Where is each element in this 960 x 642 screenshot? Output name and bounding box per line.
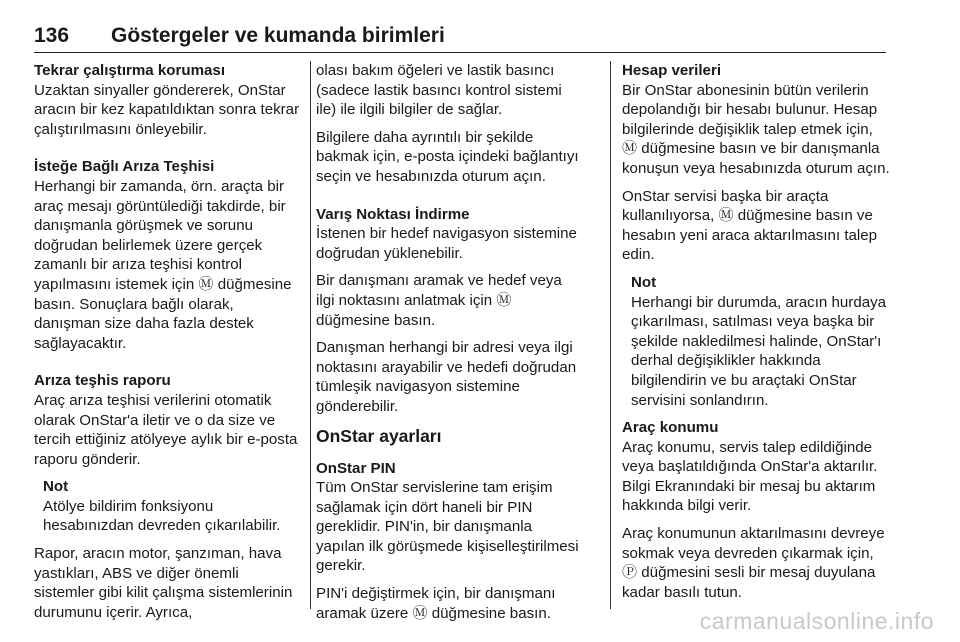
section-title: Varış Noktası İndirme: [316, 205, 470, 223]
section-report-cont: [316, 61, 584, 187]
page-number: 136: [34, 24, 70, 47]
chapter-heading: OnStar ayarları: [316, 425, 442, 446]
paragraph: olası bakım öğeleri ve lastik basıncı (sadece lastik basıncı kontrol sistemi ile) ile ilgili bilgiler de sağlar.: [316, 62, 562, 119]
paragraph: Tüm OnStar servislerine tam erişim sağlamak için dört haneli bir PIN gereklidir. PIN'in, bir danışmanla yapılan ilk görüşmede kişiselleştirilmesi gerekir.: [316, 479, 579, 575]
paragraph: Bir OnStar abonesinin bütün verilerin depolandığı bir hesabı bulunur. Hesap bilgilerinde değişiklik talep etmek için, Ⓜ düğmesine basın ve bir danışmanla konuşun veya hesabınızda oturum açın.: [622, 81, 890, 177]
section-account-data: [622, 61, 890, 265]
paragraph: Herhangi bir zamanda, örn. araçta bir araç mesajı görüntülediği takdirde, bir danışmanla görüşmek ve sorunu doğrudan belirlemek üzere gerçek zamanlı bir arıza teşhisi kontrol yapılmasını istemek için Ⓜ düğmesine basın. Sonuçlara bağlı olarak, danışman size daha fazla destek sağlayacaktır.: [34, 177, 292, 352]
section-destination-download: [316, 205, 584, 417]
paragraph: Danışman herhangi bir adresi veya ilgi noktasını arayabilir ve hedefi doğrudan tümleşik navigasyon sistemine gönderebilir.: [316, 339, 577, 415]
paragraph: Uzaktan sinyaller göndererek, OnStar aracın bir kez kapatıldıktan sonra tekrar çalıştırılmasını önleyebilir.: [34, 81, 300, 138]
note-title: Not: [631, 273, 657, 291]
section-title: İsteğe Bağlı Arıza Teşhisi: [34, 158, 215, 176]
note-title: Not: [43, 478, 69, 496]
column-left: [34, 61, 302, 630]
column-middle: [316, 61, 584, 631]
paragraph: PIN'i değiştirmek için, bir danışmanı aramak üzere Ⓜ düğmesine basın.: [316, 585, 556, 622]
page-header: [34, 26, 886, 53]
paragraph: OnStar servisi başka bir araçta kullanılıyorsa, Ⓜ düğmesine basın ve hesabın yeni araca aktarılmasını talep edin.: [622, 187, 878, 264]
paragraph: Bir danışmanı aramak ve hedef veya ilgi noktasını anlatmak için Ⓜ düğmesine basın.: [316, 272, 562, 329]
paragraph: İstenen bir hedef navigasyon sistemine doğrudan yüklenebilir.: [316, 225, 577, 262]
note-box: [631, 273, 890, 410]
section-onstar-pin: [316, 459, 584, 624]
paragraph: Bilgilere daha ayrıntılı bir şekilde bakmak için, e-posta içindeki bağlantıyı seçin ve hesabınızda oturum açın.: [316, 128, 579, 185]
column-divider: [310, 61, 311, 609]
note-text: Atölye bildirim fonksiyonu hesabınızdan devreden çıkarılabilir.: [43, 497, 281, 535]
section-title: Hesap verileri: [622, 62, 722, 79]
paragraph: Araç konumu, servis talep edildiğinde veya başlatıldığında OnStar'a aktarılır. Bilgi Ekranındaki bir mesaj bu aktarım hakkında bilgi verir.: [622, 438, 878, 515]
section-diagnosis-report-cont: [34, 544, 302, 622]
page-title: Göstergeler ve kumanda birimleri: [111, 24, 445, 47]
column-divider: [610, 61, 611, 609]
section-title: Araç konumu: [622, 419, 719, 437]
note-box: [43, 477, 302, 536]
section-diagnosis-report: [34, 371, 302, 469]
section-title: Tekrar çalıştırma koruması: [34, 62, 226, 79]
note-text: Herhangi bir durumda, aracın hurdaya çıkarılması, satılması veya başka bir şekilde nakledilmesi halinde, OnStar'ı derhal değişiklikler hakkında bilgilendirin ve bu araçtaki OnStar servisini sonlandırın.: [631, 293, 887, 409]
section-restart-protection: [34, 61, 302, 139]
paragraph: Rapor, aracın motor, şanzıman, hava yastıkları, ABS ve diğer önemli sistemler gibi kilit çalışma sistemlerinin durumunu içerir. Ayrıca,: [34, 545, 293, 621]
paragraph: Araç konumunun aktarılmasını devreye sokmak veya devreden çıkarmak için, Ⓟ düğmesini sesli bir mesaj duyulana kadar basılı tutun.: [622, 525, 885, 601]
paragraph: Araç arıza teşhisi verilerini otomatik olarak OnStar'a iletir ve o da size ve tercih ettiğiniz atölyeye aylık bir e-posta raporu gönderir.: [34, 391, 298, 468]
column-right: [622, 61, 890, 610]
section-title: OnStar PIN: [316, 459, 396, 477]
section-optional-diagnosis: [34, 157, 302, 353]
section-vehicle-location: [622, 418, 890, 602]
watermark: carmanualsonline.info: [699, 608, 934, 634]
section-title: Arıza teşhis raporu: [34, 372, 171, 390]
